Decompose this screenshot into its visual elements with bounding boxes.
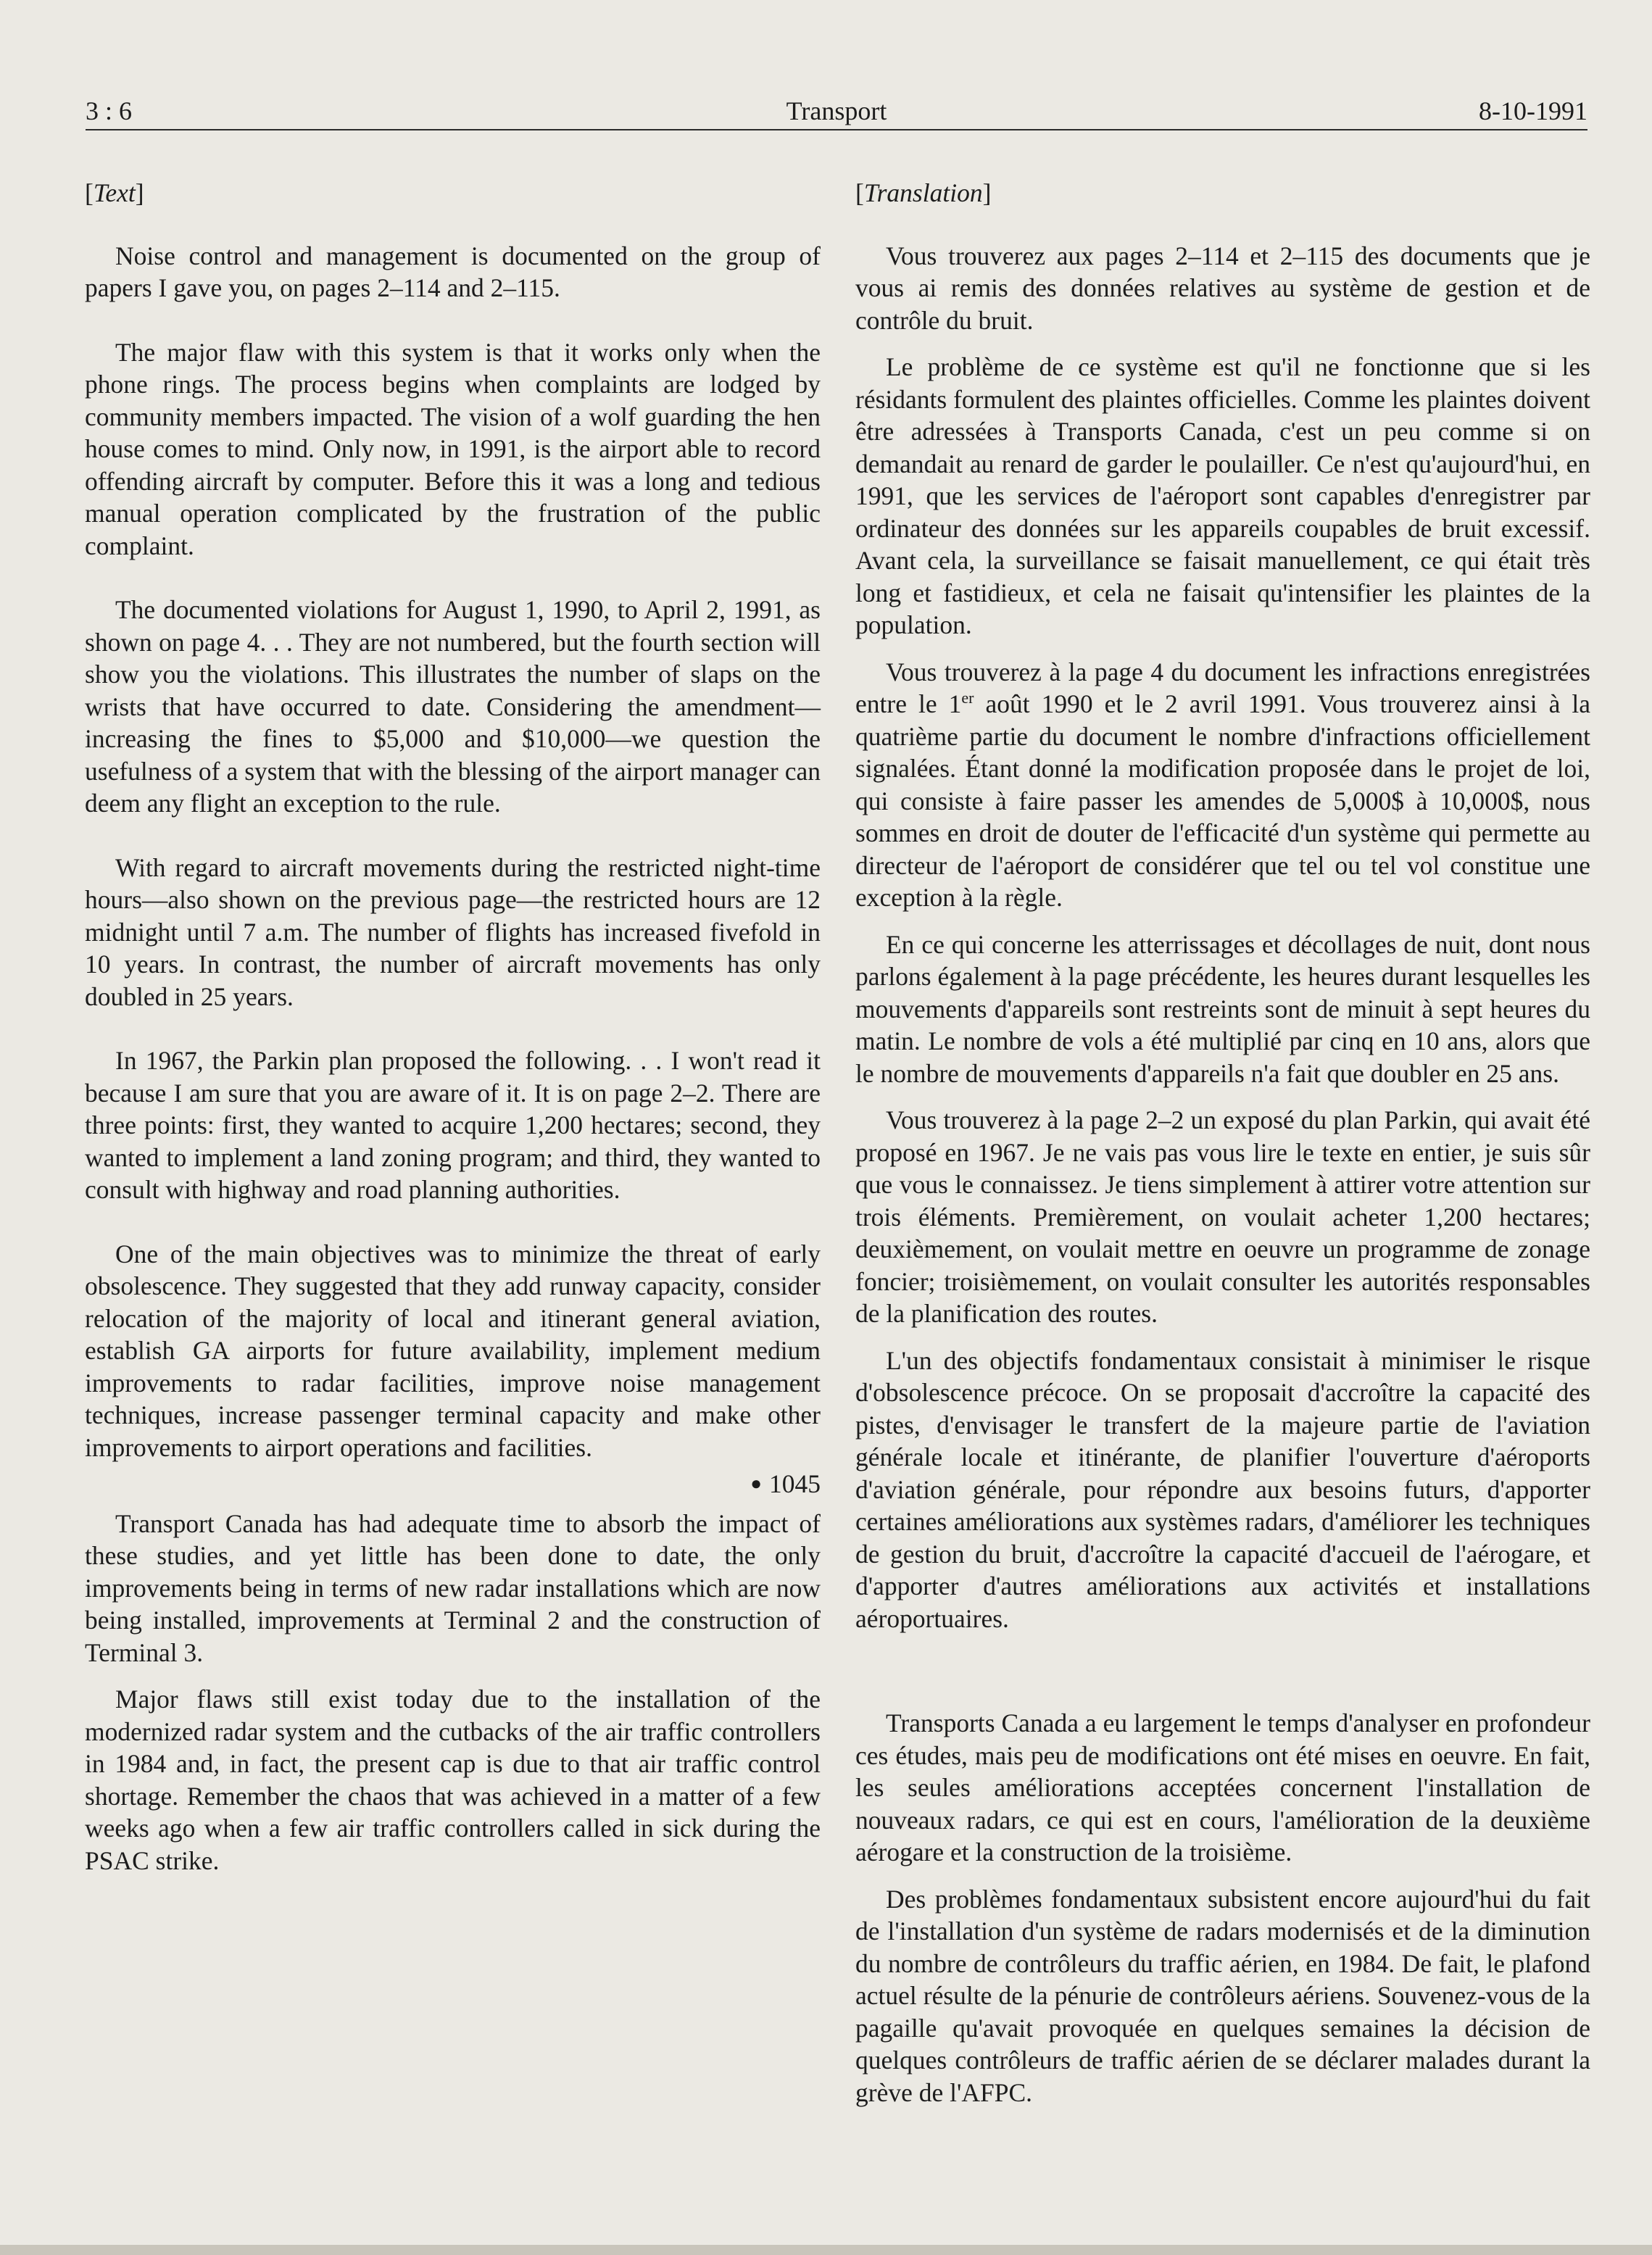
- page-date: 8-10-1991: [1479, 96, 1587, 125]
- page-bottom-edge: [0, 2245, 1652, 2255]
- time-marker: ● 1045: [750, 1469, 821, 1498]
- english-paragraph: Noise control and management is documented on the group of papers I gave you, on pages 2–114 and 2–115.: [85, 241, 821, 302]
- french-column-label: [Translation]: [855, 178, 992, 207]
- french-paragraph: En ce qui concerne les atterrissages et décollages de nuit, dont nous parlons également à la page précédente, les heures durant lesquelles les mouvements d'appareils sont restreints sont de minuit à sept heures du matin. Le nombre de vols a été multiplié par cinq en 10 ans, alors que le nombre de mouvements d'appareils n'a fait que doubler en 25 ans.: [855, 929, 1590, 1088]
- english-paragraph: The major flaw with this system is that it works only when the phone rings. The process begins when complaints are lodged by community members impacted. The vision of a wolf guarding the hen house comes to mind. Only now, in 1991, is the airport able to record offending aircraft by computer. Before this it was a long and tedious manual operation complicated by the frustration of the public complaint.: [85, 337, 821, 560]
- french-paragraph: Transports Canada a eu largement le temps d'analyser en profondeur ces études, mais peu de modifications ont été mises en oeuvre. En fait, les seules améliorations acceptées concernent l'installation de nouveaux radars, ce qui est en cours, l'amélioration de la deuxième aérogare et la construction de la troisième.: [855, 1708, 1590, 1866]
- bullet-icon: ●: [750, 1473, 762, 1494]
- english-paragraph: In 1967, the Parkin plan proposed the following. . . I won't read it because I am sure that you are aware of it. It is on page 2–2. There are three points: first, they wanted to acquire 1,200 hectares; second, they wanted to implement a land zoning program; and third, they wanted to consult with highway and road planning authorities.: [85, 1046, 821, 1204]
- page-number: 3 : 6: [86, 96, 133, 125]
- french-paragraph: Le problème de ce système est qu'il ne fonctionne que si les résidants formulent des plaintes officielles. Comme les plaintes doivent être adressées à Transports Canada, c'est un peu comme si on demandait au renard de garder le poulailler. Ce n'est qu'aujourd'hui, en 1991, que les services de l'aéroport sont capables d'enregistrer par ordinateur des données sur les appareils coupables de bruit excessif. Avant cela, la surveillance se faisait manuellement, ce qui était très long et fastidieux, et cela ne faisait qu'intensifier les plaintes de la population.: [855, 352, 1590, 639]
- french-paragraph: Des problèmes fondamentaux subsistent encore aujourd'hui du fait de l'installation d'un système de radars modernisés et de la diminution du nombre de contrôleurs du traffic aérien, en 1984. De fait, le plafond actuel résulte de la pénurie de contrôleurs aériens. Souvenez-vous de la pagaille qu'avait provoquée en quelques semaines la décision de quelques contrôleurs de traffic aérien de se déclarer malades durant la grève de l'AFPC.: [855, 1884, 1590, 2107]
- english-paragraph: Transport Canada has had adequate time to absorb the impact of these studies, and yet little has been done to date, the only improvements being in terms of new radar installations which are now being installed, improvements at Terminal 2 and the construction of Terminal 3.: [85, 1508, 821, 1667]
- page-header: [86, 93, 1587, 130]
- french-paragraph: Vous trouverez à la page 4 du document les infractions enregistrées entre le 1er août 1990 et le 2 avril 1991. Vous trouverez ainsi à la quatrième partie du document le nombre d'infractions officiellement signalées. Étant donné la modification proposée dans le projet de loi, qui consiste à faire passer les amendes de 5,000$ à 10,000$, nous sommes en droit de douter de l'efficacité d'un système qui permette au directeur de l'aéroport de considérer que tel ou tel vol constitue une exception à la règle.: [855, 657, 1590, 912]
- page-title: Transport: [786, 96, 887, 125]
- french-paragraph: Vous trouverez à la page 2–2 un exposé du plan Parkin, qui avait été proposé en 1967. Je ne vais pas vous lire le texte en entier, je suis sûr que vous le connaissez. Je tiens simplement à attirer votre attention sur trois éléments. Premièrement, on voulait acheter 1,200 hectares; deuxièmement, on voulait mettre en oeuvre un programme de zonage foncier; troisièmement, on voulait consulter les autorités responsables de la planification des routes.: [855, 1105, 1590, 1328]
- english-paragraph: Major flaws still exist today due to the installation of the modernized radar system and the cutbacks of the air traffic controllers in 1984 and, in fact, the present cap is due to that air traffic control shortage. Remember the chaos that was achieved in a matter of a few weeks ago when a few air traffic controllers called in sick during the PSAC strike.: [85, 1685, 821, 1875]
- french-paragraph: Vous trouverez aux pages 2–114 et 2–115 des documents que je vous ai remis des données relatives au système de gestion et de contrôle du bruit.: [855, 241, 1590, 335]
- english-paragraph: The documented violations for August 1, 1990, to April 2, 1991, as shown on page 4. . . They are not numbered, but the fourth section will show you the violations. This illustrates the number of slaps on the wrists that have occurred to date. Considering the amendment—increasing the fines to $5,000 and $10,000—we question the usefulness of a system that with the blessing of the airport manager can deem any flight an exception to the rule.: [85, 595, 821, 818]
- french-paragraph: L'un des objectifs fondamentaux consistait à minimiser le risque d'obsolescence précoce. On se proposait d'accroître la capacité des pistes, d'envisager le transfert de la majeure partie de l'aviation générale locale et itinérante, de planifier l'ouverture d'aéroports d'aviation générale, pour répondre aux besoins futurs, d'apporter certaines améliorations aux systèmes radars, d'améliorer les techniques de gestion du bruit, d'accroître la capacité d'accueil de l'aérogare, et d'apporter d'autres améliorations aux activités et installations aéroportuaires.: [855, 1345, 1590, 1633]
- english-column-label: [Text]: [85, 178, 144, 207]
- section-gap: [855, 1649, 1590, 1707]
- english-paragraph: With regard to aircraft movements during the restricted night-time hours—also shown on the previous page—the restricted hours are 12 midnight until 7 a.m. The number of flights has increased fivefold in 10 years. In contrast, the number of aircraft movements has only doubled in 25 years.: [85, 852, 821, 1011]
- french-column: [855, 177, 1590, 2123]
- english-column: [85, 177, 821, 1909]
- english-paragraph: One of the main objectives was to minimize the threat of early obsolescence. They suggested that they add runway capacity, consider relocation of the majority of local and itinerant general aviation, establish GA airports for future availability, implement medium improvements to radar facilities, improve noise management techniques, increase passenger terminal capacity and make other improvements to airport operations and facilities.: [85, 1239, 821, 1462]
